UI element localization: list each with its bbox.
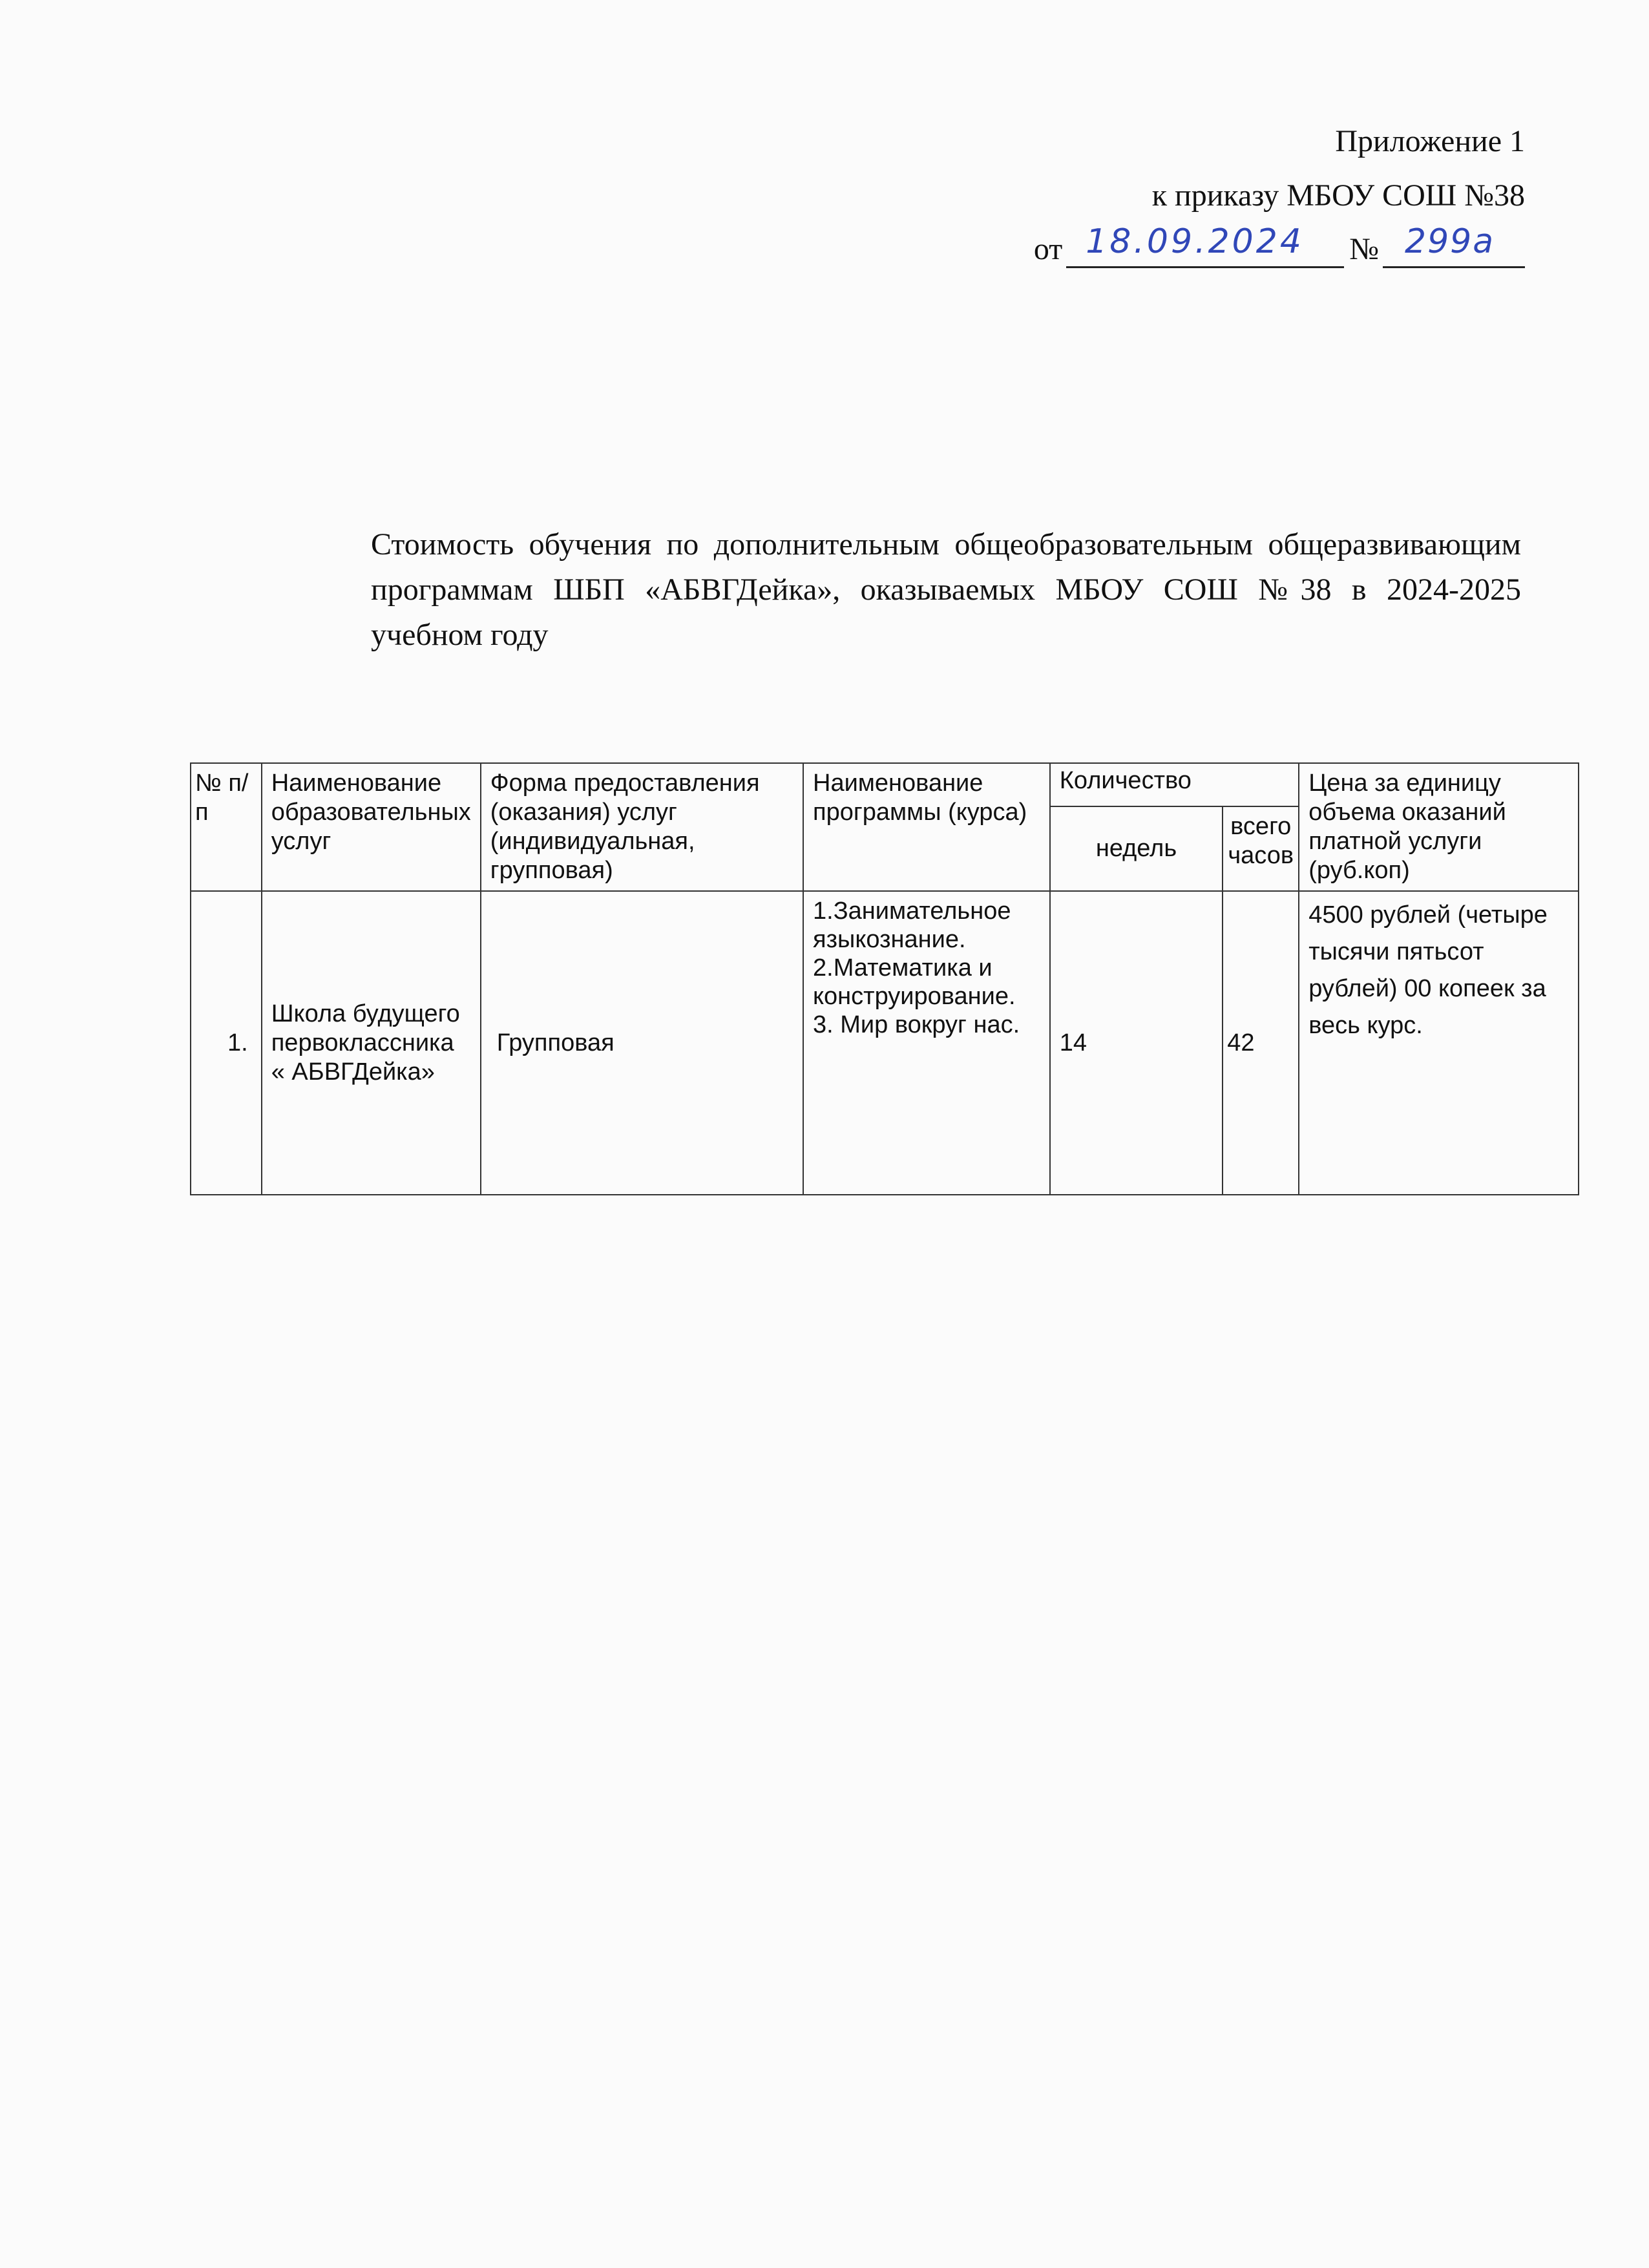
- header-weeks: недель: [1050, 806, 1223, 891]
- handwritten-number: 299а: [1405, 222, 1495, 262]
- order-reference: к приказу МБОУ СОШ №38: [1151, 178, 1525, 213]
- cell-hours: 42: [1223, 891, 1299, 1195]
- cell-service-name: Школа будущего первоклассника « АБВГДейка»: [262, 891, 481, 1195]
- appendix-label: Приложение 1: [1335, 124, 1525, 158]
- cell-form: Групповая: [481, 891, 803, 1195]
- program-item-3: 3. Мир вокруг нас.: [813, 1011, 1020, 1038]
- program-item-1: 1.Занимательное языкознание.: [813, 898, 1011, 953]
- header-form: Форма предоставления (оказания) услуг (индивидуальная, групповая): [481, 763, 803, 891]
- cell-num: 1.: [191, 891, 262, 1195]
- handwritten-date: 18.09.2024: [1086, 222, 1304, 262]
- cell-price: 4500 рублей (четыре тысячи пятьсот рублей) 00 копеек за весь курс.: [1299, 891, 1579, 1195]
- number-blank: [1383, 222, 1525, 268]
- header-price: Цена за единицу объема оказаний платной услуги (руб.коп): [1299, 763, 1579, 891]
- header-program: Наименование программы (курса): [803, 763, 1050, 891]
- order-date-number-line: [879, 222, 1525, 268]
- document-title: Стоимость обучения по дополнительным общеобразовательным общеразвивающим программам ШБП «АБВГДейка», оказываемых МБОУ СОШ №38 в 2024-2025 учебном году: [371, 527, 1521, 652]
- price-table: [190, 762, 1579, 1195]
- table-row: [191, 891, 1579, 1195]
- cell-program: [803, 891, 1050, 1195]
- document-header: [879, 123, 1525, 268]
- cell-weeks: 14: [1050, 891, 1223, 1195]
- header-service-name: Наименование образовательных услуг: [262, 763, 481, 891]
- header-num: № п/п: [191, 763, 262, 891]
- program-item-2: 2.Математика и конструирование.: [813, 954, 1016, 1010]
- header-quantity: Количество: [1050, 763, 1299, 806]
- ot-label: от: [1033, 232, 1063, 267]
- table-header-row: [191, 763, 1579, 806]
- header-hours: всего часов: [1223, 806, 1299, 891]
- number-label: №: [1349, 232, 1379, 267]
- date-blank: [1066, 222, 1344, 268]
